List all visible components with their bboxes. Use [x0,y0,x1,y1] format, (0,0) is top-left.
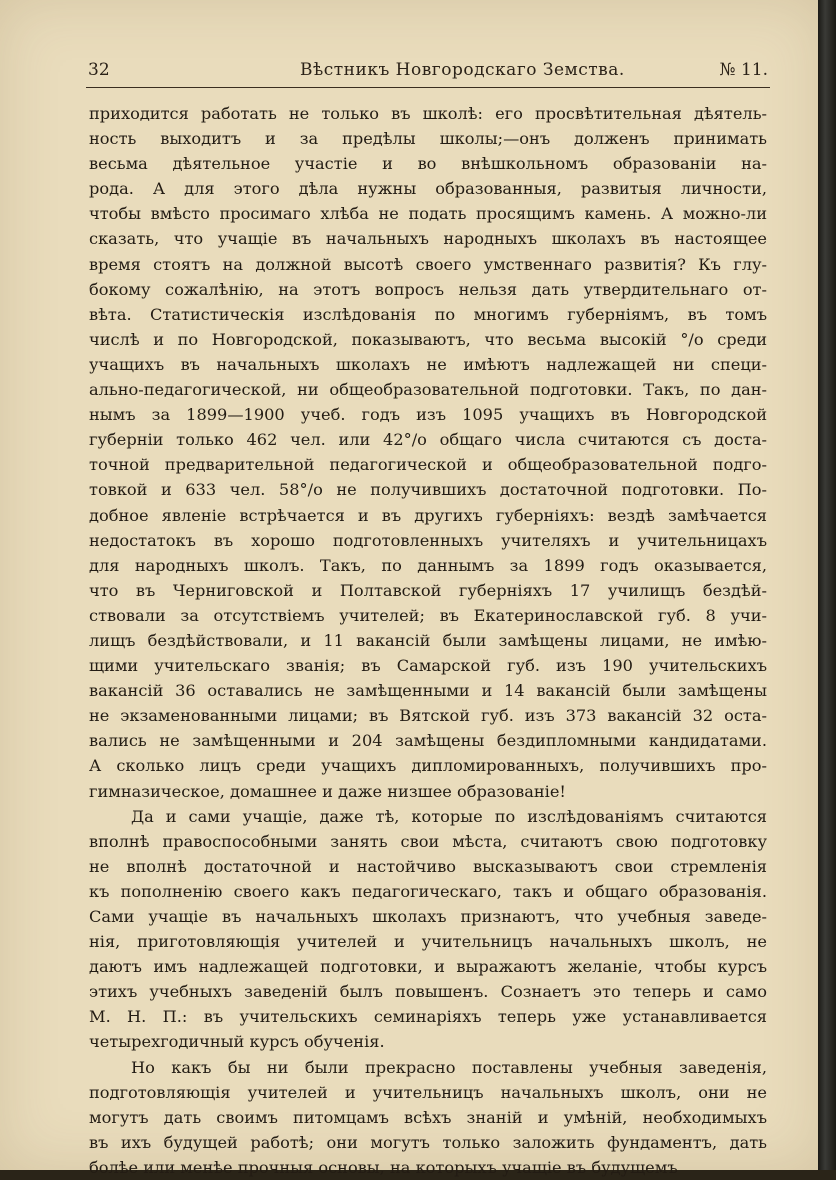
text-line: этихъ учебныхъ заведеній былъ повышенъ. Сознаетъ это теперь и само [89,982,767,1002]
text-line: время стоятъ на должной высотѣ своего умственнаго развитія? Къ глу- [89,254,767,274]
paragraph [89,1055,767,1180]
text-line: недостатокъ въ хорошо подготовленныхъ учителяхъ и учительницахъ [89,530,767,550]
text-line: бокому сожалѣнію, на этотъ вопросъ нельзя дать утвердительнаго от- [89,279,767,299]
text-line: точной предварительной педагогической и общеобразовательной подго- [89,455,767,475]
text-line: не вполнѣ достаточной и настойчиво высказываютъ свои стремленія [89,856,767,876]
page-number: 32 [88,60,110,80]
text-line: подготовляющія учителей и учительницъ начальныхъ школъ, они не [89,1082,767,1102]
issue-number: № 11. [719,60,768,80]
text-line: болѣе или менѣе прочныя основы, на которыхъ учащіе въ будущемъ [89,1157,678,1177]
text-line: числѣ и по Новгородской, показываютъ, что весьма высокій °/о среди [89,329,767,349]
text-line: въ ихъ будущей работѣ; они могутъ только заложить фундаментъ, дать [89,1132,767,1152]
text-line: учащихъ въ начальныхъ школахъ не имѣютъ надлежащей ни специ- [89,354,767,374]
text-line: губерніи только 462 чел. или 42°/о общаго числа считаются съ доста- [89,430,767,450]
paragraph [89,804,767,1055]
text-line: ствовали за отсутствіемъ учителей; въ Екатеринославской губ. 8 учи- [89,605,767,625]
text-line: щими учительскаго званія; въ Самарской губ. изъ 190 учительскихъ [89,656,767,676]
text-line: добное явленіе встрѣчается и въ другихъ губерніяхъ: вездѣ замѣчается [89,505,767,525]
text-line: весьма дѣятельное участіе и во внѣшкольномъ образованіи на- [89,154,767,174]
text-line: М. Н. П.: въ учительскихъ семинаріяхъ теперь уже устанавливается [89,1007,767,1027]
text-line: для народныхъ школъ. Такъ, по даннымъ за 1899 годъ оказывается, [89,555,767,575]
body-text [89,101,767,1180]
text-line: Да и сами учащіе, даже тѣ, которые по изслѣдованіямъ считаются [131,806,767,826]
text-line: вакансій 36 оставались не замѣщенными и 14 вакансій были замѣщены [89,681,767,701]
text-line: Сами учащіе въ начальныхъ школахъ признаютъ, что учебныя заведе- [89,907,767,926]
text-line: могутъ дать своимъ питомцамъ всѣхъ знаній и умѣній, необходимыхъ [89,1107,767,1127]
journal-title: Вѣстникъ Новгородскаго Земства. [300,60,625,80]
text-line: вѣта. Статистическія изслѣдованія по многимъ губерніямъ, въ томъ [89,304,767,324]
text-line: приходится работать не только въ школѣ: его просвѣтительная дѣятель- [89,104,767,123]
page-edge-shadow [818,0,836,1170]
text-line: ально-педагогической, ни общеобразовательной подготовки. Такъ, по дан- [89,380,767,400]
text-line: нымъ за 1899—1900 учеб. годъ изъ 1095 учащихъ въ Новгородской [89,405,767,425]
text-line: сказать, что учащіе въ начальныхъ народныхъ школахъ въ настоящее [89,229,767,249]
running-header [88,56,768,86]
text-line: гимназическое, домашнее и даже низшее образованіе! [89,781,566,801]
text-line: товкой и 633 чел. 58°/о не получившихъ достаточной подготовки. По- [89,480,767,500]
text-line: А сколько лицъ среди учащихъ дипломированныхъ, получившихъ про- [89,756,767,776]
text-line: рода. А для этого дѣла нужны образованныя, развитыя личности, [89,179,767,199]
text-line: что въ Черниговской и Полтавской губерніяхъ 17 училищъ бездѣй- [89,580,767,600]
text-line: ность выходитъ и за предѣлы школы;—онъ долженъ принимать [89,129,767,149]
paragraph [89,101,767,804]
text-line: лищъ бездѣйствовали, и 11 вакансій были замѣщены лицами, не имѣю- [89,630,767,650]
text-line: даютъ имъ надлежащей подготовки, и выражаютъ желаніе, чтобы курсъ [89,957,767,977]
text-line: четырехгодичный курсъ обученія. [89,1032,385,1052]
text-line: Но какъ бы ни были прекрасно поставлены учебныя заведенія, [131,1057,767,1077]
header-divider [86,87,770,88]
text-line: вались не замѣщенными и 204 замѣщены бездипломными кандидатами. [89,731,767,751]
text-line: вполнѣ правоспособными занять свои мѣста, считаютъ свою подготовку [89,831,767,851]
text-line: къ пополненію своего какъ педагогическаго, такъ и общаго образованія. [89,881,767,901]
text-line: нія, приготовляющія учителей и учительницъ начальныхъ школъ, не [89,932,767,952]
text-line: чтобы вмѣсто просимаго хлѣба не подать просящимъ камень. А можно-ли [89,204,767,224]
text-line: не экзаменованными лицами; въ Вятской губ. изъ 373 вакансій 32 оста- [89,706,767,726]
